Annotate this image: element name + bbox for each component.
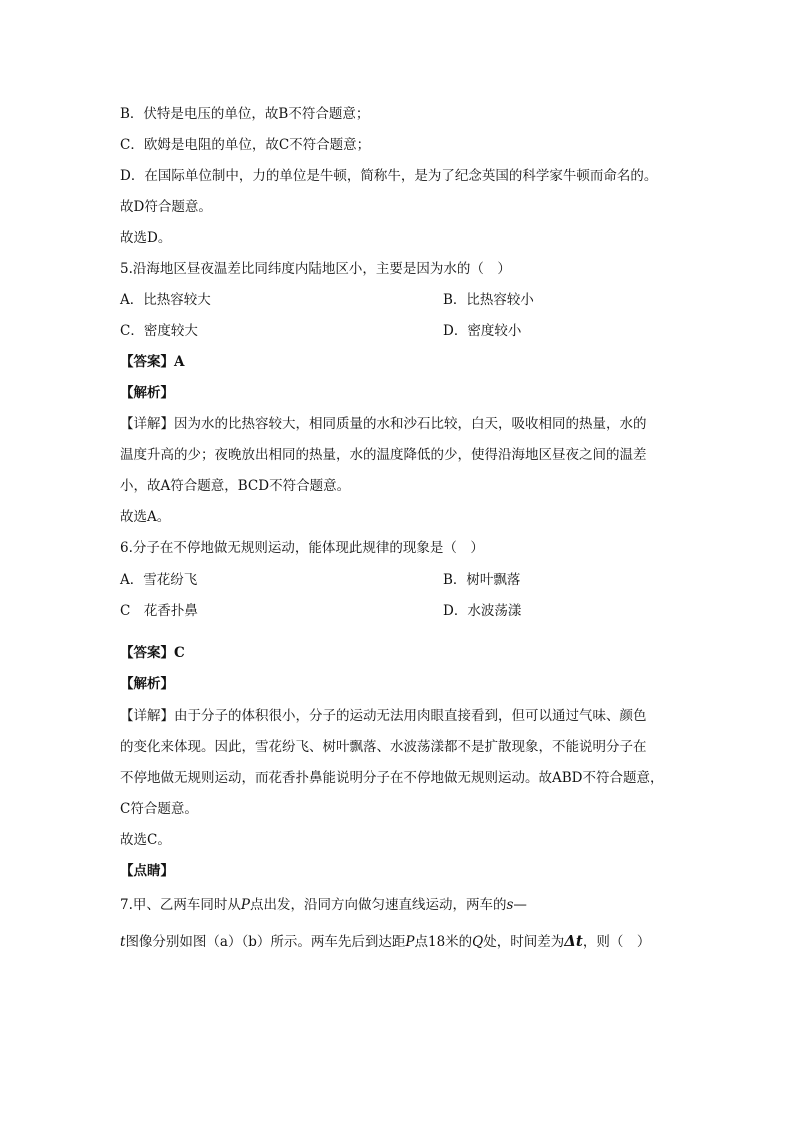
q5-detail-line: 温度升高的少；夜晚放出相同的热量，水的温度降低的少，使得沿海地区昼夜之间的温差	[120, 447, 647, 463]
q6-option-d: D．水波荡漾	[443, 603, 522, 619]
question-7-stem-line1	[120, 895, 527, 915]
q6-detail-line: 不停地做无规则运动，而花香扑鼻能说明分子在不停地做无规则运动。故ABD不符合题意，	[120, 770, 664, 786]
q5-analysis-heading: 【解析】	[120, 385, 174, 401]
q6-conclusion: 故选C。	[120, 832, 171, 848]
q5-detail-line: 小，故A符合题意，BCD不符合题意。	[120, 478, 351, 494]
q5-answer: 【答案】A	[120, 354, 185, 370]
q6-detail-line: 的变化来体现。因此，雪花纷飞、树叶飘落、水波荡漾都不是扩散现象，不能说明分子在	[120, 739, 647, 755]
q5-option-d: D．密度较小	[443, 323, 522, 339]
q6-option-c: C 花香扑鼻	[120, 603, 198, 619]
q7-text: 点出发，沿同方向做匀速直线运动，两车的	[249, 897, 507, 913]
q6-answer: 【答案】C	[120, 645, 185, 661]
q6-note-heading: 【点睛】	[120, 863, 174, 879]
q7-text: 图像分别如图（a）（b）所示。两车先后到达距	[125, 934, 406, 950]
q7-var-p: P	[405, 934, 415, 950]
q5-detail-line: 【详解】因为水的比热容较大，相同质量的水和沙石比较，白天，吸收相同的热量，水的	[120, 416, 647, 432]
question-6-stem: 6.分子在不停地做无规则运动，能体现此规律的现象是（ ）	[120, 540, 484, 556]
q6-option-b: B．树叶飘落	[443, 572, 521, 588]
text-line: 故选D。	[120, 230, 172, 246]
q7-var-p: P	[240, 897, 250, 913]
q6-detail-line: C符合题意。	[120, 801, 198, 817]
q7-text: 处，时间差为	[483, 934, 565, 950]
q6-detail-line: 【详解】由于分子的体积很小，分子的运动无法用肉眼直接看到，但可以通过气味、颜色	[120, 708, 647, 724]
q7-var-t: t	[120, 934, 126, 950]
q7-var-q: Q	[472, 934, 484, 950]
q5-option-a: A．比热容较大	[120, 292, 211, 308]
question-5-stem: 5.沿海地区昼夜温差比同纬度内陆地区小，主要是因为水的（ ）	[120, 261, 511, 277]
q7-text: 7.甲、乙两车同时从	[120, 897, 241, 913]
q7-var-delta-t: Δt	[564, 932, 583, 950]
q7-var-s: s	[506, 897, 514, 913]
q7-text: 点18米的	[414, 934, 473, 950]
text-line: 故D符合题意。	[120, 199, 212, 215]
q7-dash: —	[513, 897, 527, 913]
q5-conclusion: 故选A。	[120, 509, 171, 525]
question-7-stem-line2	[120, 931, 650, 952]
q6-analysis-heading: 【解析】	[120, 676, 174, 692]
q7-text: ，则（ ）	[582, 934, 651, 950]
text-line: C．欧姆是电阻的单位，故C不符合题意；	[120, 137, 371, 153]
q5-option-b: B．比热容较小	[443, 292, 534, 308]
text-line: D．在国际单位制中，力的单位是牛顿，简称牛，是为了纪念英国的科学家牛顿而命名的。	[120, 168, 658, 184]
text-line: B．伏特是电压的单位，故B不符合题意；	[120, 106, 370, 122]
q6-option-a: A．雪花纷飞	[120, 572, 198, 588]
q5-option-c: C．密度较大	[120, 323, 198, 339]
